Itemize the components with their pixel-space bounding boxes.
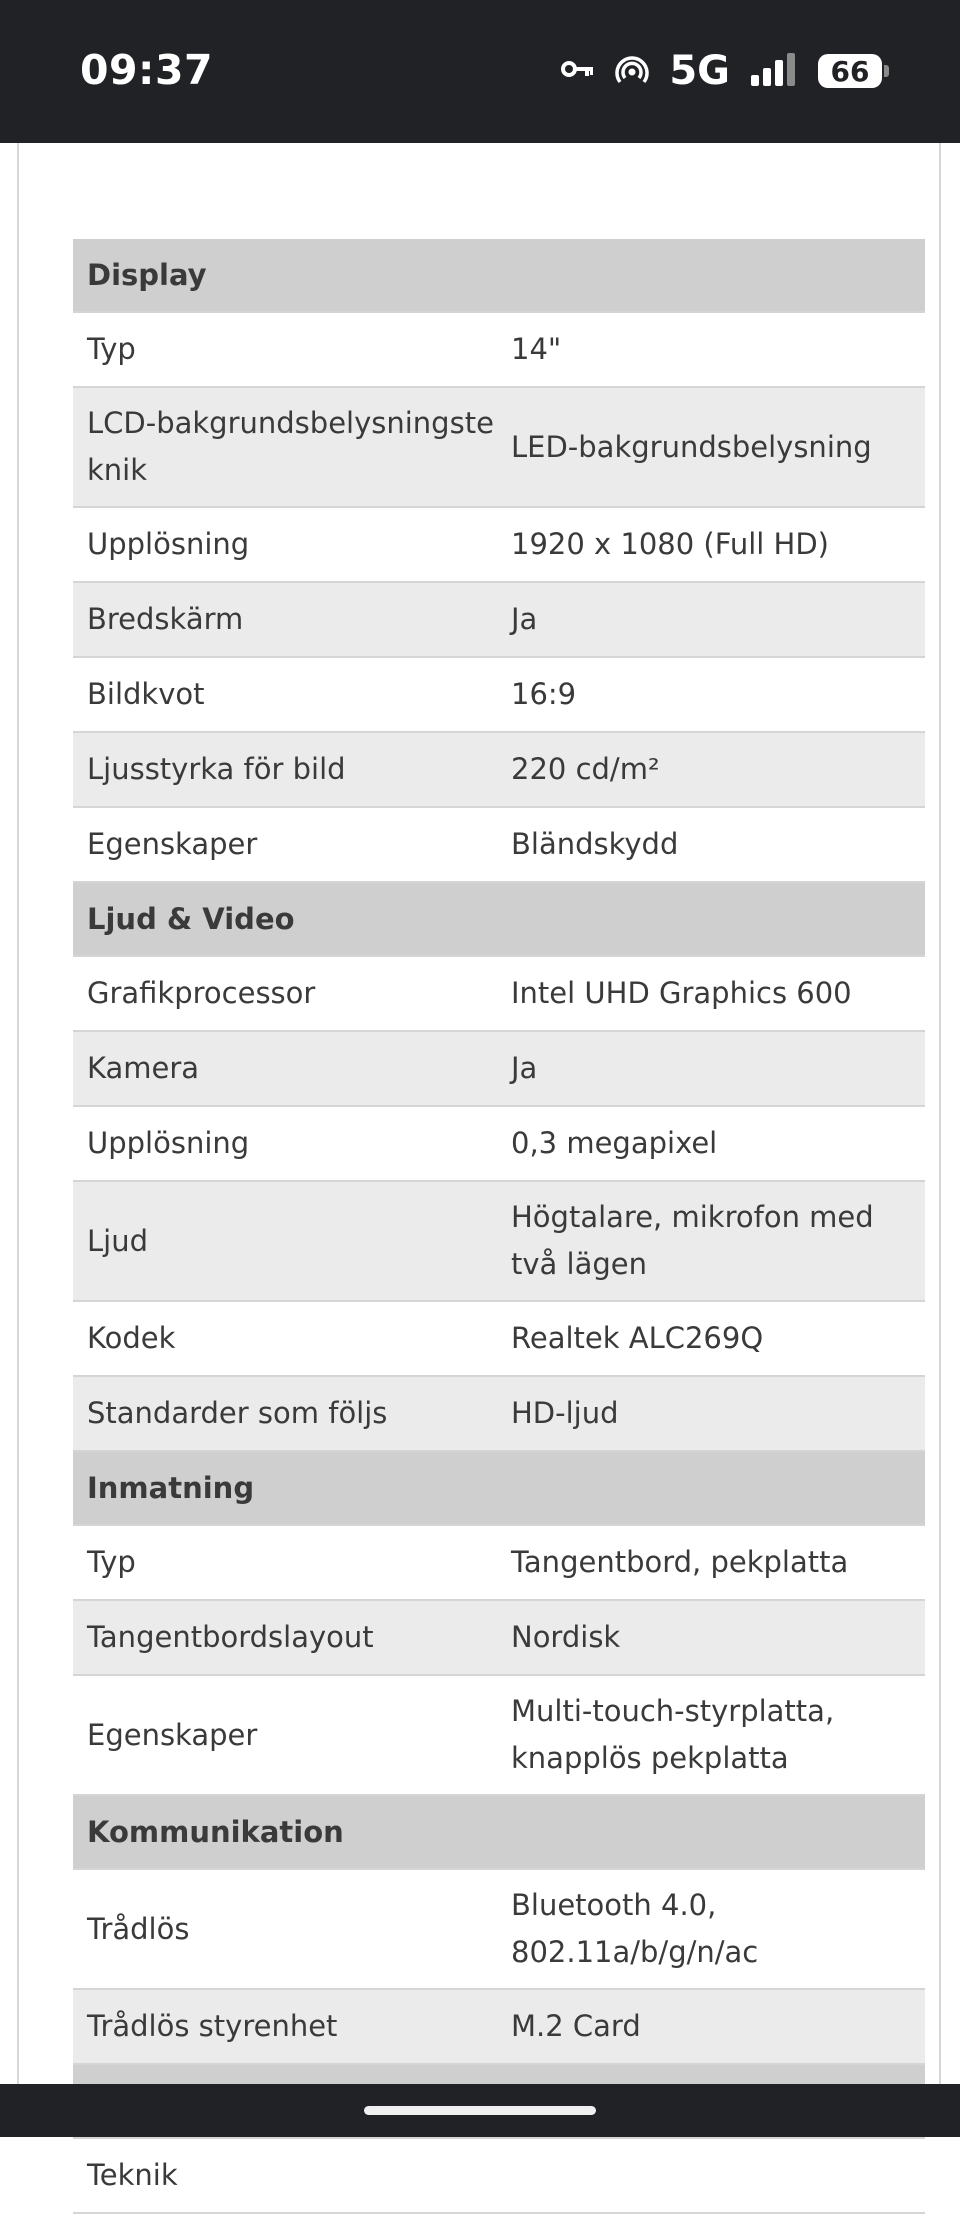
spec-value: Realtek ALC269Q: [499, 1301, 925, 1376]
section-title: Kommunikation: [73, 1795, 925, 1869]
spec-label: LCD-bakgrundsbelysningsteknik: [73, 387, 499, 507]
spec-row: [73, 1181, 925, 1301]
spec-row: [73, 312, 925, 387]
section-header: [73, 239, 925, 312]
spec-row: [73, 732, 925, 807]
spec-row: [73, 1301, 925, 1376]
spec-value: HD-ljud: [499, 1376, 925, 1451]
spec-row: [73, 1376, 925, 1451]
spec-row: [73, 1675, 925, 1795]
hotspot-icon: [615, 54, 649, 88]
spec-value: 0,3 megapixel: [499, 1106, 925, 1181]
spec-label: Kodek: [73, 1301, 499, 1376]
spec-row: [73, 2138, 925, 2213]
spec-label: Ljusstyrka för bild: [73, 732, 499, 807]
spec-label: Standarder som följs: [73, 1376, 499, 1451]
spec-row: [73, 1869, 925, 1989]
status-icons: [541, 50, 882, 92]
spec-value: 14": [499, 312, 925, 387]
spec-label: Typ: [73, 312, 499, 387]
spec-label: Trådlös styrenhet: [73, 1989, 499, 2064]
spec-label: Tangentbordslayout: [73, 1600, 499, 1675]
spec-label: Upplösning: [73, 1106, 499, 1181]
spec-value: 1920 x 1080 (Full HD): [499, 507, 925, 582]
section-header: [73, 1451, 925, 1525]
spec-row: [73, 657, 925, 732]
signal-icon: [750, 52, 798, 90]
spec-label: Egenskaper: [73, 807, 499, 882]
status-bar: [0, 0, 960, 143]
spec-value: Ja: [499, 582, 925, 657]
spec-row: [73, 807, 925, 882]
spec-label: Ljud: [73, 1181, 499, 1301]
spec-row: [73, 582, 925, 657]
spec-row: [73, 956, 925, 1031]
spec-value: Tangentbord, pekplatta: [499, 1525, 925, 1600]
section-header: [73, 1795, 925, 1869]
home-indicator[interactable]: [364, 2106, 596, 2115]
spec-value: Bluetooth 4.0, 802.11a/b/g/n/ac: [499, 1869, 925, 1989]
spec-value: Multi-touch-styrplatta, knapplös pekplatta: [499, 1675, 925, 1795]
status-time: 09:37: [80, 46, 214, 94]
spec-label: Bredskärm: [73, 582, 499, 657]
spec-row: [73, 387, 925, 507]
spec-label: Grafikprocessor: [73, 956, 499, 1031]
spec-row: [73, 1989, 925, 2064]
spec-row: [73, 1031, 925, 1106]
section-title: Ljud & Video: [73, 882, 925, 956]
spec-row: [73, 1525, 925, 1600]
vpn-key-icon: [561, 58, 595, 84]
spec-value: M.2 Card: [499, 1989, 925, 2064]
section-header: [73, 882, 925, 956]
spec-label: Teknik: [73, 2138, 499, 2213]
spec-value: LED-bakgrundsbelysning: [499, 387, 925, 507]
spec-value: 16:9: [499, 657, 925, 732]
battery-level: 66: [830, 54, 870, 88]
spec-value: Nordisk: [499, 1600, 925, 1675]
spec-label: Bildkvot: [73, 657, 499, 732]
spec-label: Trådlös: [73, 1869, 499, 1989]
spec-label: Egenskaper: [73, 1675, 499, 1795]
battery-icon: [818, 54, 882, 88]
spec-value: Högtalare, mikrofon med två lägen: [499, 1181, 925, 1301]
spec-label: Kamera: [73, 1031, 499, 1106]
spec-value: Ja: [499, 1031, 925, 1106]
spec-value: [499, 2138, 925, 2213]
page-content: [17, 143, 941, 2192]
section-title: Inmatning: [73, 1451, 925, 1525]
spec-row: [73, 1600, 925, 1675]
spec-value: 220 cd/m²: [499, 732, 925, 807]
specifications-table: [73, 239, 925, 2214]
spec-label: Typ: [73, 1525, 499, 1600]
section-title: Display: [73, 239, 925, 312]
spec-value: Intel UHD Graphics 600: [499, 956, 925, 1031]
spec-label: Upplösning: [73, 507, 499, 582]
navigation-bar: [0, 2084, 960, 2137]
spec-row: [73, 1106, 925, 1181]
spec-value: Bländskydd: [499, 807, 925, 882]
spec-row: [73, 507, 925, 582]
network-type-label: 5G: [669, 48, 730, 94]
